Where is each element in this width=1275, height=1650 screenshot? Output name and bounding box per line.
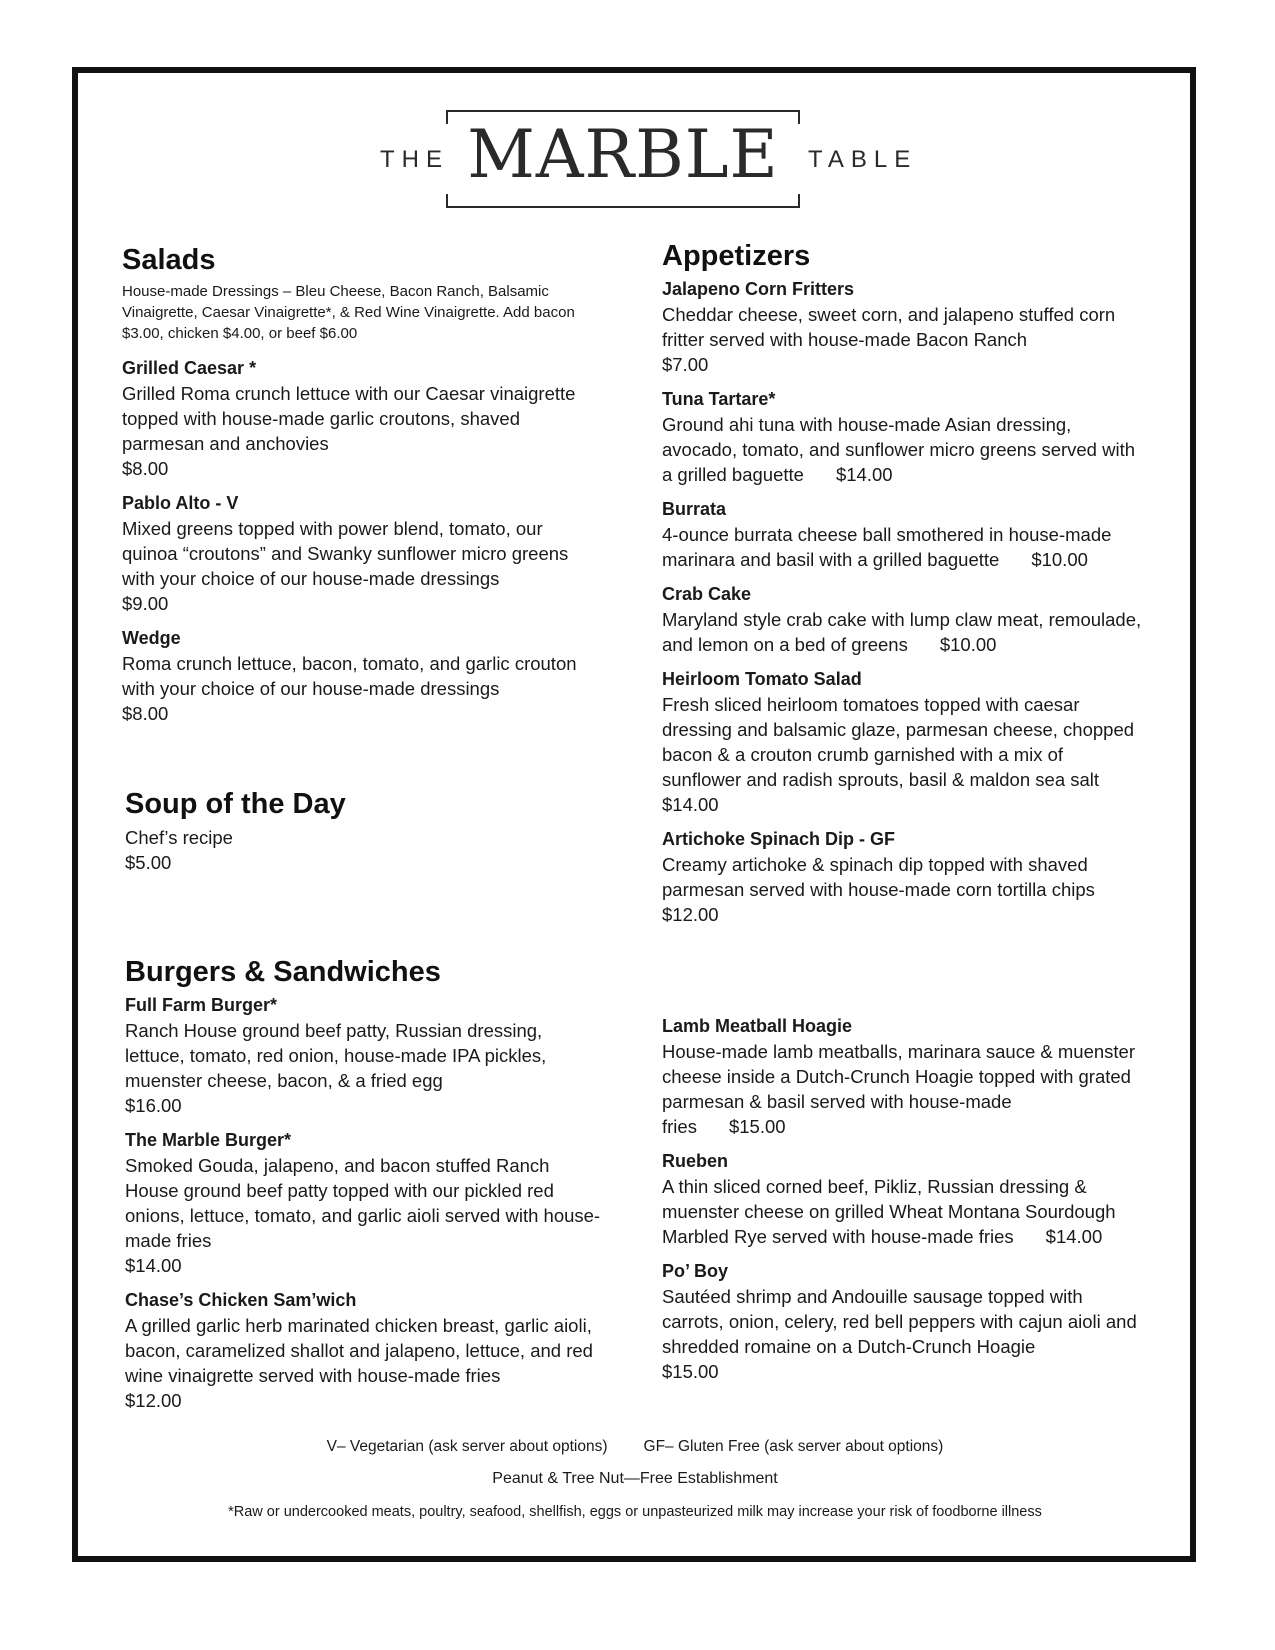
soup-price: $5.00 <box>125 852 172 874</box>
menu-item <box>122 491 582 616</box>
item-description <box>662 1039 1137 1139</box>
item-price: $10.00 <box>939 634 997 656</box>
appetizers-section <box>662 240 1142 937</box>
item-name: Lamb Meatball Hoagie <box>662 1016 853 1036</box>
item-description: Smoked Gouda, jalapeno, and bacon stuffed Ranch House ground beef patty topped with our pickled red onions, lettuce, tomato, and garlic aioli served with house-made fries <box>125 1155 601 1252</box>
item-price: $7.00 <box>662 354 709 376</box>
item-name: Crab Cake <box>662 584 752 605</box>
item-name: Grilled Caesar * <box>122 358 257 379</box>
menu-item <box>662 497 1142 572</box>
item-description: Grilled Roma crunch lettuce with our Caesar vinaigrette topped with house-made garlic croutons, shaved parmesan and anchovies <box>122 383 576 455</box>
menu-item <box>662 1259 1137 1384</box>
item-price: $10.00 <box>1031 549 1088 571</box>
menu-item <box>662 1149 1137 1249</box>
item-name: Po’ Boy <box>662 1261 729 1281</box>
item-description-text: 4-ounce burrata cheese ball smothered in house-made marinara and basil with a grilled baguette <box>662 524 1112 571</box>
item-description: Sautéed shrimp and Andouille sausage topped with carrots, onion, celery, red bell peppers with cajun aioli and shredded romaine on a Dutch-Crunch Hoagie <box>662 1286 1137 1357</box>
item-description: Mixed greens topped with power blend, tomato, our quinoa “croutons” and Swanky sunflower micro greens with your choice of our house-made dressings <box>122 518 569 590</box>
logo-table: TABLE <box>808 146 918 173</box>
soup-section <box>125 788 565 875</box>
item-name: Wedge <box>122 628 181 649</box>
restaurant-logo <box>380 108 920 208</box>
item-price: $14.00 <box>662 794 719 816</box>
item-description <box>662 1174 1137 1249</box>
item-price: $9.00 <box>122 593 169 615</box>
menu-item <box>662 387 1142 487</box>
menu-item <box>662 827 1142 927</box>
legend-vegetarian: V– Vegetarian (ask server about options) <box>326 1438 608 1455</box>
dietary-legend <box>76 1438 1194 1456</box>
salads-section <box>122 244 582 736</box>
item-price: $15.00 <box>728 1116 786 1137</box>
item-name: Pablo Alto - V <box>122 493 239 514</box>
item-description <box>662 522 1142 572</box>
item-description: Fresh sliced heirloom tomatoes topped with caesar dressing and balsamic glaze, parmesan cheese, chopped bacon & a crouton crumb garnished with a mix of sunflower and radish sprouts, basil & maldon sea salt <box>662 694 1135 791</box>
item-price: $15.00 <box>662 1361 719 1382</box>
item-price: $14.00 <box>1045 1226 1103 1247</box>
item-description: Roma crunch lettuce, bacon, tomato, and garlic crouton with your choice of our house-made dressings <box>122 653 577 700</box>
item-price: $12.00 <box>662 904 719 926</box>
item-name: The Marble Burger* <box>125 1130 292 1151</box>
raw-food-disclaimer: *Raw or undercooked meats, poultry, seafood, shellfish, eggs or unpasteurized milk may increase your risk of foodborne illness <box>228 1504 1042 1520</box>
item-description <box>662 412 1142 487</box>
menu-item <box>122 626 582 726</box>
item-name: Tuna Tartare* <box>662 389 776 410</box>
item-description: Cheddar cheese, sweet corn, and jalapeno stuffed corn fritter served with house-made Bacon Ranch <box>662 304 1116 351</box>
item-name: Full Farm Burger* <box>125 995 278 1016</box>
nut-free-notice: Peanut & Tree Nut—Free Establishment <box>492 1470 778 1487</box>
item-price: $14.00 <box>835 464 893 486</box>
soup-description: Chef’s recipe <box>125 827 233 849</box>
menu-item <box>125 1128 605 1278</box>
menu-item <box>662 277 1142 377</box>
item-description-text: Maryland style crab cake with lump claw meat, remoulade, and lemon on a bed of greens <box>662 609 1142 656</box>
menu-item <box>125 993 605 1118</box>
burgers-title: Burgers & Sandwiches <box>125 956 441 988</box>
appetizers-title: Appetizers <box>662 240 811 272</box>
menu-item <box>662 667 1142 817</box>
item-description: Creamy artichoke & spinach dip topped with shaved parmesan served with house-made corn tortilla chips <box>662 854 1095 901</box>
item-description-text: Ground ahi tuna with house-made Asian dressing, avocado, tomato, and sunflower micro greens served with a grilled baguette <box>662 414 1136 486</box>
menu-item <box>662 582 1142 657</box>
item-description-text: A thin sliced corned beef, Pikliz, Russian dressing & muenster cheese on grilled Wheat Montana Sourdough Marbled Rye served with house-made fries <box>662 1176 1116 1247</box>
item-description: A grilled garlic herb marinated chicken breast, garlic aioli, bacon, caramelized shallot and jalapeno, lettuce, and red wine vinaigrette served with house-made fries <box>125 1315 593 1387</box>
item-price: $8.00 <box>122 458 169 480</box>
item-name: Chase’s Chicken Sam’wich <box>125 1290 357 1311</box>
item-name: Jalapeno Corn Fritters <box>662 279 855 300</box>
burgers-section <box>125 956 605 1423</box>
sandwiches-column <box>662 1014 1137 1394</box>
logo-frame-bottom <box>446 194 800 208</box>
menu-item <box>122 356 582 481</box>
logo-marble: MARBLE <box>467 116 779 193</box>
salads-title: Salads <box>122 244 216 276</box>
menu-item <box>662 1014 1137 1139</box>
item-description <box>662 607 1142 657</box>
logo-the: THE <box>380 146 449 173</box>
item-price: $14.00 <box>125 1255 182 1277</box>
salads-dressings-note: House-made Dressings – Bleu Cheese, Bacon Ranch, Balsamic Vinaigrette, Caesar Vinaigrette*, & Red Wine Vinaigrette. Add bacon $3.00, chicken $4.00, or beef $6.00 <box>122 283 575 343</box>
item-description-text: House-made lamb meatballs, marinara sauce & muenster cheese inside a Dutch-Crunch Hoagie topped with grated parmesan & basil served with house-made fries <box>662 1041 1135 1137</box>
item-name: Heirloom Tomato Salad <box>662 669 862 690</box>
soup-title: Soup of the Day <box>125 788 346 820</box>
legend-gluten-free: GF– Gluten Free (ask server about options) <box>643 1438 944 1455</box>
item-name: Rueben <box>662 1151 729 1171</box>
item-price: $16.00 <box>125 1095 182 1117</box>
menu-item <box>125 1288 605 1413</box>
item-price: $12.00 <box>125 1390 182 1412</box>
item-description: Ranch House ground beef patty, Russian dressing, lettuce, tomato, red onion, house-made IPA pickles, muenster cheese, bacon, & a fried egg <box>125 1020 547 1092</box>
item-price: $8.00 <box>122 703 169 725</box>
item-name: Artichoke Spinach Dip - GF <box>662 829 896 850</box>
item-name: Burrata <box>662 499 727 520</box>
